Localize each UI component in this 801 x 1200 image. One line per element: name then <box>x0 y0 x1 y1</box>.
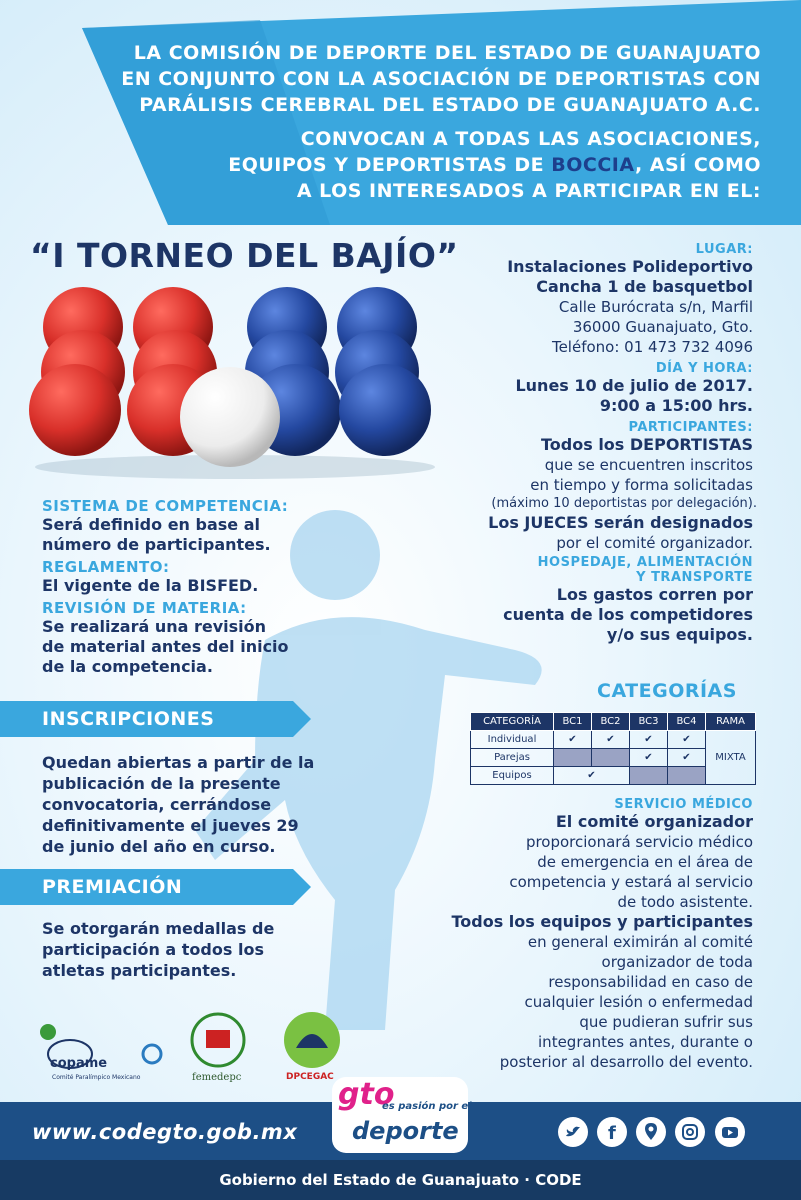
medico-line9: responsabilidad en caso de <box>548 973 753 991</box>
inscripciones-line5: de junio del año en curso. <box>42 837 276 856</box>
inscripciones-line1: Quedan abiertas a partir de la <box>42 753 315 772</box>
col-header: CATEGORÍA <box>471 713 554 731</box>
row-name: Individual <box>471 731 554 749</box>
banner-line5-post: , ASÍ COMO <box>634 154 761 176</box>
sponsor-logos <box>30 1010 350 1090</box>
gto-text: gto <box>338 1077 395 1112</box>
participantes-line3: en tiempo y forma solicitadas <box>530 476 753 494</box>
banner-line3: PARÁLISIS CEREBRAL DEL ESTADO DE GUANAJUATO A.C. <box>139 94 761 116</box>
revision-line2: de material antes del inicio <box>42 637 289 656</box>
inscripciones-line2: publicación de la presente <box>42 774 281 793</box>
banner-text <box>101 40 761 204</box>
table-cell: ✔ <box>554 767 630 785</box>
banner-line5-pre: EQUIPOS Y DEPORTISTAS DE <box>228 154 552 176</box>
medico-line12: integrantes antes, durante o <box>538 1033 753 1051</box>
medico-label: SERVICIO MÉDICO <box>614 797 753 812</box>
copame-logo: copame <box>50 1056 108 1071</box>
table-cell: ✔ <box>668 731 706 749</box>
deporte-text: deporte <box>352 1117 459 1145</box>
table-cell <box>668 767 706 785</box>
participantes-line2: que se encuentren inscritos <box>544 456 753 474</box>
premiacion-line3: atletas participantes. <box>42 961 237 980</box>
medico-line4: competencia y estará al servicio <box>509 873 753 891</box>
premiacion-heading: PREMIACIÓN <box>0 869 293 905</box>
svg-text:f: f <box>608 1123 616 1144</box>
dia-hora-line1: Lunes 10 de julio de 2017. <box>515 376 753 395</box>
medico-line8: organizador de toda <box>601 953 753 971</box>
instagram-icon[interactable] <box>675 1117 705 1147</box>
gto-deporte-logo <box>330 1075 470 1155</box>
table-cell <box>554 749 592 767</box>
event-title: “I TORNEO DEL BAJÍO” <box>30 236 459 275</box>
banner-line1-pre: LA <box>133 42 169 64</box>
website-link[interactable]: www.codegto.gob.mx <box>32 1120 298 1144</box>
table-cell <box>630 767 668 785</box>
table-cell: ✔ <box>668 749 706 767</box>
medico-line10: cualquier lesión o enfermedad <box>524 993 753 1011</box>
revision-line1: Se realizará una revisión <box>42 617 267 636</box>
copame-subtitle: Comité Paralímpico Mexicano <box>52 1074 141 1081</box>
categorias-header-row <box>471 713 756 731</box>
hospedaje-line2: cuenta de los competidores <box>503 605 753 624</box>
lugar-label: LUGAR: <box>695 242 753 257</box>
col-header: BC4 <box>668 713 706 731</box>
col-header: RAMA <box>706 713 756 731</box>
hospedaje-line1: Los gastos corren por <box>556 585 753 604</box>
categorias-table <box>470 712 756 785</box>
dia-hora-label: DÍA Y HORA: <box>655 361 753 376</box>
premiacion-line2: participación a todos los <box>42 940 264 959</box>
dpcegac-logo: DPCEGAC <box>286 1072 334 1082</box>
medico-line13: posterior al desarrollo del evento. <box>499 1053 753 1071</box>
premiacion-line1: Se otorgarán medallas de <box>42 919 275 938</box>
gto-slogan: es pasión por el <box>382 1101 472 1112</box>
dia-hora-line2: 9:00 a 15:00 hrs. <box>599 396 753 415</box>
boccia-balls-image <box>25 282 445 482</box>
revision-line3: de la competencia. <box>42 657 213 676</box>
medico-line1: El comité organizador <box>555 812 753 831</box>
youtube-icon[interactable] <box>715 1117 745 1147</box>
sistema-line2: número de participantes. <box>42 535 271 554</box>
col-header: BC2 <box>592 713 630 731</box>
participantes-line1: Todos los DEPORTISTAS <box>541 435 753 454</box>
location-icon[interactable] <box>636 1117 666 1147</box>
government-footer: Gobierno del Estado de Guanajuato · CODE <box>0 1160 801 1200</box>
banner-line2-bold: ASOCIACIÓN DE DEPORTISTAS CON <box>372 68 761 90</box>
participantes-label: PARTICIPANTES: <box>628 420 753 435</box>
rama-cell: MIXTA <box>706 731 756 785</box>
twitter-icon[interactable] <box>558 1117 588 1147</box>
servicio-medico <box>393 797 753 1072</box>
facebook-icon[interactable] <box>597 1117 627 1147</box>
lugar-line3: Calle Burócrata s/n, Marfil <box>558 298 753 316</box>
table-cell: ✔ <box>630 749 668 767</box>
reglamento-line1: El vigente de la BISFED. <box>42 576 259 595</box>
participantes-line5: Los JUECES serán designados <box>488 513 753 532</box>
lugar-line4: 36000 Guanajuato, Gto. <box>572 318 753 336</box>
banner-line1-bold: COMISIÓN DE DEPORTE DEL ESTADO DE GUANAJUATO <box>168 42 761 64</box>
medico-line2: proporcionará servicio médico <box>525 833 753 851</box>
sistema-label: SISTEMA DE COMPETENCIA: <box>42 497 289 515</box>
banner-line4: CONVOCAN A TODAS LAS ASOCIACIONES, <box>300 128 761 150</box>
table-cell: ✔ <box>592 731 630 749</box>
revision-label: REVISIÓN DE MATERIA: <box>42 599 247 617</box>
table-cell: ✔ <box>554 731 592 749</box>
row-name: Parejas <box>471 749 554 767</box>
header-banner <box>0 0 801 225</box>
event-details <box>413 242 757 645</box>
col-header: BC1 <box>554 713 592 731</box>
lugar-line2: Cancha 1 de basquetbol <box>536 277 753 296</box>
inscripciones-line3: convocatoria, cerrándose <box>42 795 272 814</box>
table-cell <box>592 749 630 767</box>
hospedaje-line3: y/o sus equipos. <box>606 625 753 644</box>
lugar-phone: Teléfono: 01 473 732 4096 <box>551 338 753 356</box>
medico-line7: en general eximirán al comité <box>527 933 753 951</box>
table-cell: ✔ <box>630 731 668 749</box>
col-header: BC3 <box>630 713 668 731</box>
competition-info <box>42 498 332 677</box>
banner-line6: A LOS INTERESADOS A PARTICIPAR EN EL: <box>296 180 761 202</box>
participantes-line4: (máximo 10 deportistas por delegación). <box>491 496 757 511</box>
medico-line5: de todo asistente. <box>617 893 753 911</box>
participantes-line6: por el comité organizador. <box>556 534 753 552</box>
inscripciones-line4: definitivamente el jueves 29 <box>42 816 299 835</box>
hospedaje-label2: Y TRANSPORTE <box>636 570 753 585</box>
reglamento-label: REGLAMENTO: <box>42 558 170 576</box>
femedepc-logo: femedepc <box>192 1072 242 1083</box>
table-row <box>471 731 756 749</box>
sistema-line1: Será definido en base al <box>42 515 260 534</box>
medico-line6: Todos los equipos y participantes <box>451 912 753 931</box>
inscripciones-heading: INSCRIPCIONES <box>0 701 293 737</box>
medico-line11: que pudieran sufrir sus <box>579 1013 753 1031</box>
premiacion-text <box>42 918 342 981</box>
row-name: Equipos <box>471 767 554 785</box>
lugar-line1: Instalaciones Polideportivo <box>507 257 753 276</box>
banner-line2-pre: EN CONJUNTO CON LA <box>121 68 373 90</box>
categorias-title: CATEGORÍAS <box>597 680 737 702</box>
boccia-highlight: BOCCIA <box>551 154 635 176</box>
inscripciones-text <box>42 752 342 857</box>
medico-line3: de emergencia en el área de <box>537 853 753 871</box>
hospedaje-label1: HOSPEDAJE, ALIMENTACIÓN <box>537 555 753 570</box>
